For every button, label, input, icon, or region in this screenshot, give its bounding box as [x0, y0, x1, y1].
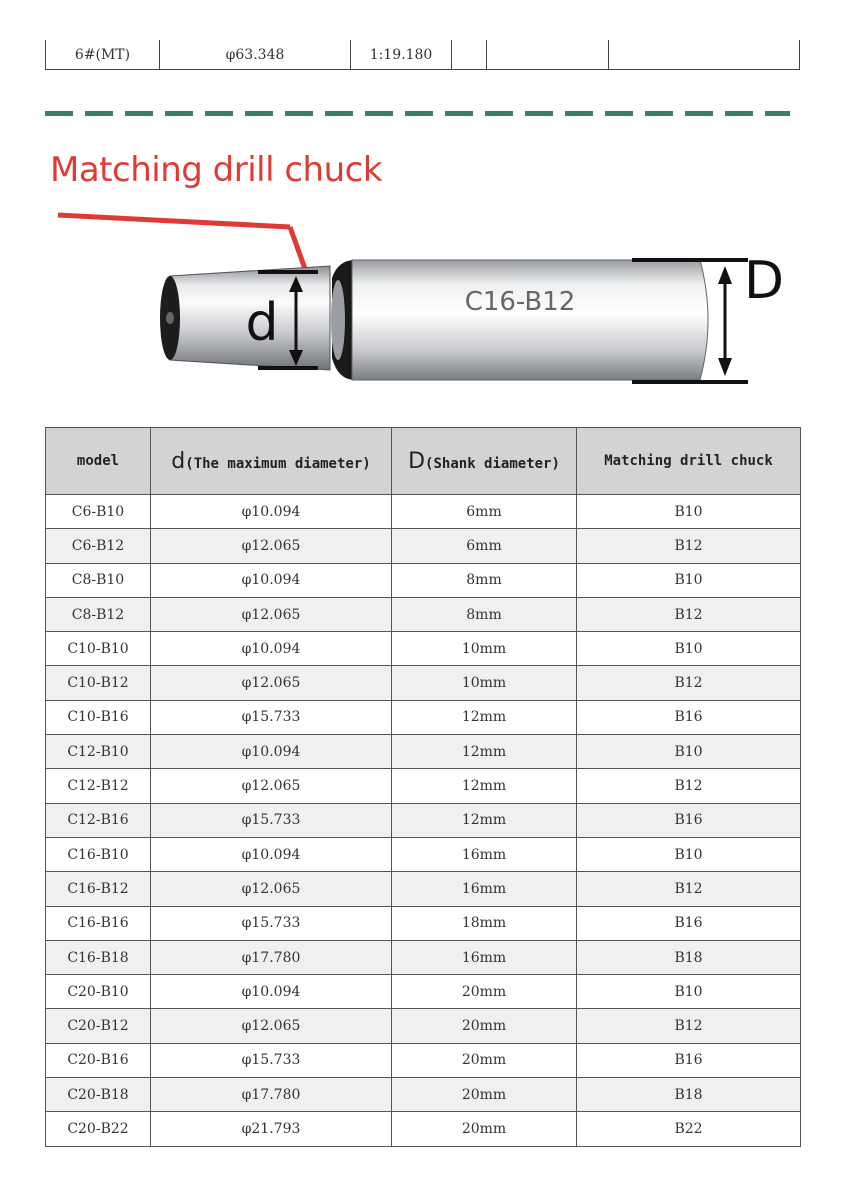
shank-diameter-cell: 20mm	[392, 1043, 577, 1077]
chuck-cell: B12	[577, 666, 801, 700]
model-cell: C10-B10	[46, 632, 151, 666]
header-D	[392, 428, 577, 495]
model-cell: C12-B12	[46, 769, 151, 803]
chuck-cell: B18	[577, 940, 801, 974]
table-row	[46, 735, 801, 769]
chuck-cell: B10	[577, 632, 801, 666]
part-label: C16-B12	[464, 287, 576, 317]
chuck-cell: B10	[577, 837, 801, 871]
chuck-cell: B10	[577, 563, 801, 597]
shank-diameter-cell: 18mm	[392, 906, 577, 940]
chuck-cell: B12	[577, 1009, 801, 1043]
max-diameter-cell: φ21.793	[151, 1112, 392, 1146]
max-diameter-cell: φ12.065	[151, 529, 392, 563]
max-diameter-cell: φ12.065	[151, 666, 392, 700]
table-row	[46, 803, 801, 837]
chuck-cell: B10	[577, 975, 801, 1009]
model-cell: C12-B10	[46, 735, 151, 769]
annotation-title: Matching drill chuck	[50, 150, 383, 190]
header-D-letter: D	[408, 448, 426, 474]
max-diameter-cell: φ17.780	[151, 1078, 392, 1112]
max-diameter-cell: φ10.094	[151, 632, 392, 666]
table-row	[46, 666, 801, 700]
shank-diameter-cell: 12mm	[392, 769, 577, 803]
chuck-cell: B10	[577, 495, 801, 529]
table-row	[46, 597, 801, 631]
max-diameter-cell: φ10.094	[151, 975, 392, 1009]
chuck-cell: B16	[577, 906, 801, 940]
table-row	[46, 495, 801, 529]
table-row	[46, 563, 801, 597]
collar-ring	[331, 260, 355, 380]
max-diameter-cell: φ12.065	[151, 597, 392, 631]
max-diameter-cell: φ17.780	[151, 940, 392, 974]
model-cell: C12-B16	[46, 803, 151, 837]
shank-diameter-cell: 16mm	[392, 872, 577, 906]
chuck-cell: B10	[577, 735, 801, 769]
model-cell: C16-B12	[46, 872, 151, 906]
table-row	[46, 1009, 801, 1043]
shank-diameter-cell: 12mm	[392, 700, 577, 734]
max-diameter-cell: φ15.733	[151, 906, 392, 940]
shank-diameter-cell: 6mm	[392, 529, 577, 563]
max-diameter-cell: φ10.094	[151, 735, 392, 769]
top-empty-cell	[452, 40, 487, 70]
shank-diameter-cell: 20mm	[392, 975, 577, 1009]
header-model: model	[46, 428, 151, 495]
model-cell: C10-B16	[46, 700, 151, 734]
chuck-cell: B12	[577, 872, 801, 906]
table-row	[46, 940, 801, 974]
small-dimension-label: d	[245, 293, 279, 353]
arbor-diagram	[0, 180, 844, 415]
model-cell: C10-B12	[46, 666, 151, 700]
shank-diameter-cell: 8mm	[392, 563, 577, 597]
chuck-cell: B12	[577, 769, 801, 803]
shank-diameter-cell: 16mm	[392, 940, 577, 974]
main-shank	[352, 260, 708, 380]
model-cell: C20-B12	[46, 1009, 151, 1043]
shank-diameter-cell: 20mm	[392, 1009, 577, 1043]
top-diameter-cell: φ63.348	[160, 40, 351, 70]
max-diameter-cell: φ10.094	[151, 563, 392, 597]
chuck-cell: B12	[577, 597, 801, 631]
chuck-cell: B12	[577, 529, 801, 563]
chuck-cell: B22	[577, 1112, 801, 1146]
top-empty-cell	[609, 40, 800, 70]
header-d-letter: d	[171, 448, 186, 474]
shank-diameter-cell: 16mm	[392, 837, 577, 871]
shank-diameter-cell: 10mm	[392, 632, 577, 666]
table-row	[46, 632, 801, 666]
top-taper-cell: 1:19.180	[351, 40, 452, 70]
shank-diameter-cell: 20mm	[392, 1112, 577, 1146]
chuck-cell: B16	[577, 1043, 801, 1077]
chuck-cell: B16	[577, 803, 801, 837]
model-cell: C8-B12	[46, 597, 151, 631]
chuck-cell: B16	[577, 700, 801, 734]
chuck-cell: B18	[577, 1078, 801, 1112]
model-cell: C20-B10	[46, 975, 151, 1009]
max-diameter-cell: φ10.094	[151, 837, 392, 871]
model-cell: C6-B12	[46, 529, 151, 563]
table-row	[46, 769, 801, 803]
table-row	[46, 906, 801, 940]
top-empty-cell	[487, 40, 609, 70]
top-model-cell: 6#(MT)	[46, 40, 160, 70]
table-row	[46, 872, 801, 906]
shank-diameter-cell: 6mm	[392, 495, 577, 529]
shank-diameter-cell: 12mm	[392, 735, 577, 769]
shank-diameter-cell: 12mm	[392, 803, 577, 837]
shank-diameter-cell: 8mm	[392, 597, 577, 631]
top-partial-table	[45, 40, 800, 70]
max-diameter-cell: φ15.733	[151, 700, 392, 734]
max-diameter-cell: φ15.733	[151, 803, 392, 837]
large-dimension-label: D	[743, 251, 785, 311]
max-diameter-cell: φ12.065	[151, 1009, 392, 1043]
spec-table	[45, 427, 801, 1147]
table-row	[46, 1043, 801, 1077]
spec-table-body	[46, 495, 801, 1147]
table-row	[46, 1078, 801, 1112]
table-row	[46, 1112, 801, 1146]
model-cell: C16-B18	[46, 940, 151, 974]
max-diameter-cell: φ10.094	[151, 495, 392, 529]
table-row	[46, 975, 801, 1009]
shank-diameter-cell: 10mm	[392, 666, 577, 700]
model-cell: C16-B16	[46, 906, 151, 940]
model-cell: C20-B22	[46, 1112, 151, 1146]
header-chuck: Matching drill chuck	[577, 428, 801, 495]
model-cell: C20-B16	[46, 1043, 151, 1077]
max-diameter-cell: φ15.733	[151, 1043, 392, 1077]
table-row	[46, 700, 801, 734]
header-d-desc: (The maximum diameter)	[185, 455, 371, 472]
model-cell: C16-B10	[46, 837, 151, 871]
table-row	[46, 529, 801, 563]
header-d	[151, 428, 392, 495]
table-row	[46, 837, 801, 871]
shank-diameter-cell: 20mm	[392, 1078, 577, 1112]
header-row	[46, 428, 801, 495]
model-cell: C8-B10	[46, 563, 151, 597]
max-diameter-cell: φ12.065	[151, 872, 392, 906]
header-D-desc: (Shank diameter)	[425, 455, 560, 472]
model-cell: C20-B18	[46, 1078, 151, 1112]
model-cell: C6-B10	[46, 495, 151, 529]
table-row	[46, 40, 800, 70]
dashed-separator	[45, 111, 790, 116]
max-diameter-cell: φ12.065	[151, 769, 392, 803]
